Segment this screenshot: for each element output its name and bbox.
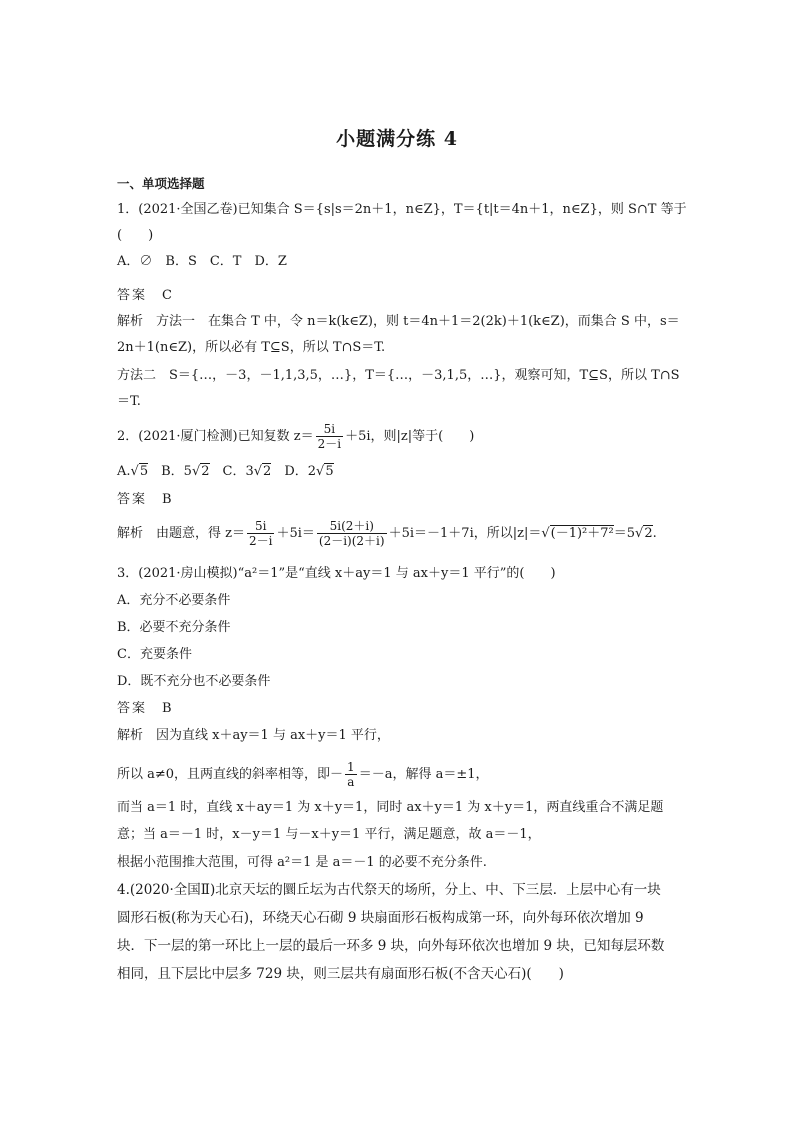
section-heading: 一、单项选择题	[117, 176, 205, 191]
fraction-denominator: 2－i	[248, 534, 273, 548]
sqrt-sign: √	[541, 526, 550, 541]
sqrt-sign: √	[253, 464, 263, 479]
q2-option-d: D．2	[271, 464, 317, 479]
q3-solution-line: 解析 因为直线 x＋ay＝1 与 ax＋y＝1 平行，	[117, 728, 390, 743]
q4-stem-line: 块．下一层的第一环比上一层的最后一环多 9 块，向外每环依次也增加 9 块，已知每层环数	[117, 938, 665, 954]
q2-option-d-radicand: 5	[325, 464, 334, 479]
q3-solution-line: 意；当 a＝－1 时，x－y＝1 与－x＋y＝1 平行，满足题意，故 a＝－1，	[117, 827, 541, 842]
q2-option-c-radicand: 2	[263, 464, 272, 479]
q2-solution-text: ＝5	[613, 526, 636, 541]
q1-solution-line: ＝T.	[117, 394, 141, 409]
fraction-numerator: 1	[347, 760, 355, 774]
q2-solution-text: ＋5i＝－1＋7i，所以|z|＝	[388, 526, 542, 541]
q3-solution-line: 根据小范围推大范围，可得 a²＝1 是 a＝－1 的必要不充分条件.	[117, 855, 487, 870]
q1-options: A．∅ B．S C．T D．Z	[117, 254, 287, 269]
q2-solution-text: ＋5i＝	[276, 526, 315, 541]
q2-option-a-radicand: 5	[139, 464, 149, 479]
fraction-denominator: (2－i)(2＋i)	[318, 534, 385, 548]
q3-solution-line: 而当 a＝1 时，直线 x＋ay＝1 为 x＋y＝1，同时 ax＋y＝1 为 x＋y＝1，两直线重合不满足题	[117, 800, 664, 815]
fraction-numerator: 5i	[247, 519, 274, 534]
q3-stem: 3．(2021·房山模拟)“a²＝1”是“直线 x＋ay＝1 与 ax＋y＝1 平行”的( )	[117, 566, 556, 581]
q1-solution-line: 方法二 S＝{…，－3，－1,1,3,5，…}，T＝{…，－3,1,5，…}，观察可知，T⊆S，所以 T∩S	[117, 368, 680, 383]
page-title: 小题满分练 4	[336, 128, 458, 150]
q2-option-a: A.	[117, 464, 131, 479]
q1-answer: 答案 C	[117, 288, 174, 303]
q3-solution-line	[117, 760, 489, 789]
q2-fraction	[316, 422, 343, 451]
q1-blank: ( )	[117, 228, 154, 243]
q3-solution-text: 所以 a≠0，且两直线的斜率相等，即－	[117, 767, 344, 782]
q2-stem-text: ＋5i，则|z|等于( )	[345, 429, 475, 444]
sqrt-sign: √	[635, 526, 644, 541]
q2-solution	[117, 519, 657, 548]
fraction-denominator: a	[347, 775, 355, 789]
q3-option-c: C．充要条件	[117, 647, 192, 662]
q2-options	[117, 464, 334, 480]
q2-fraction-denominator: 2－i	[317, 437, 342, 451]
q3-solution-text: ＝－a，解得 a＝±1，	[358, 767, 489, 782]
q1-solution-line: 解析 方法一 在集合 T 中，令 n＝k(k∈Z)，则 t＝4n＋1＝2(2k)＋1(k∈Z)，而集合 S 中，s＝	[117, 314, 680, 329]
q3-fraction	[345, 760, 357, 789]
q3-option-d: D．既不充分也不必要条件	[117, 674, 271, 689]
sqrt-sign: √	[316, 464, 325, 479]
q2-solution-text: .	[652, 526, 657, 541]
q2-option-b-radicand: 2	[201, 464, 210, 479]
q2-solution-radicand: (－1)²＋7²	[550, 526, 614, 541]
q3-answer: 答案 B	[117, 701, 174, 716]
q4-stem-line: 相同，且下层比中层多 729 块，则三层共有扇面形石板(不含天心石)( )	[117, 966, 564, 982]
q2-option-b: B．5	[148, 464, 192, 479]
fraction-numerator: 5i(2＋i)	[317, 519, 387, 534]
q2-solution-text: 解析 由题意，得 z＝	[117, 526, 245, 541]
q2-stem-text: 2．(2021·厦门检测)已知复数 z＝	[117, 429, 314, 444]
q2-solution-fraction	[317, 519, 387, 548]
q3-option-b: B．必要不充分条件	[117, 620, 231, 635]
q2-solution-fraction	[247, 519, 274, 548]
q2-option-c: C．3	[209, 464, 254, 479]
q1-solution-line: 2n＋1(n∈Z)，所以必有 T⊆S，所以 T∩S＝T.	[117, 340, 386, 355]
q4-stem-line: 4.(2020·全国Ⅱ)北京天坛的圜丘坛为古代祭天的场所，分上、中、下三层．上层中心有一块	[117, 882, 661, 898]
q3-option-a: A．充分不必要条件	[117, 593, 231, 608]
q2-stem	[117, 422, 474, 451]
sqrt-sign: √	[130, 464, 139, 479]
q2-solution-radicand: 2	[644, 526, 653, 541]
q2-answer: 答案 B	[117, 492, 174, 507]
sqrt-sign: √	[191, 464, 201, 479]
q1-stem: 1．(2021·全国乙卷)已知集合 S＝{s|s＝2n＋1，n∈Z}，T＝{t|t＝4n＋1，n∈Z}，则 S∩T 等于	[117, 202, 687, 217]
q4-stem-line: 圆形石板(称为天心石)，环绕天心石砌 9 块扇面形石板构成第一环，向外每环依次增加 9	[117, 910, 644, 926]
q2-fraction-numerator: 5i	[316, 422, 343, 437]
